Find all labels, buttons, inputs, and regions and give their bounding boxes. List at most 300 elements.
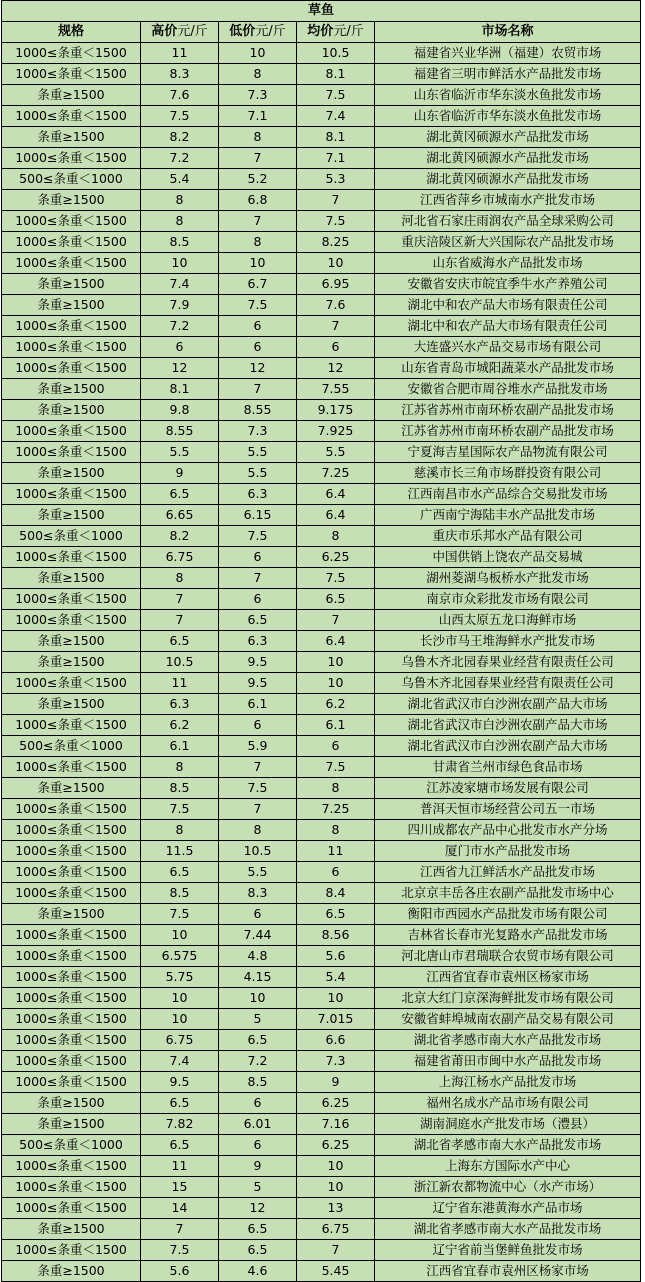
table-row [2, 1177, 641, 1198]
avg-price-cell: 7.5 [297, 85, 375, 106]
avg-price-cell: 7.1 [297, 148, 375, 169]
market-cell: 山东省威海水产品批发市场 [375, 253, 641, 274]
market-cell: 湖北黄冈硕源水产品批发市场 [375, 127, 641, 148]
high-price-cell: 6.5 [141, 631, 219, 652]
high-price-cell: 6.5 [141, 484, 219, 505]
low-price-cell: 6.5 [219, 1219, 297, 1240]
table-row [2, 505, 641, 526]
table-row [2, 1240, 641, 1261]
market-cell: 长沙市马王堆海鲜水产批发市场 [375, 631, 641, 652]
spec-cell: 1000≤条重＜1500 [2, 946, 141, 967]
market-cell: 江苏省苏州市南环桥农副产品批发市场 [375, 421, 641, 442]
market-cell: 普洱天恒市场经营公司五一市场 [375, 799, 641, 820]
high-price-cell: 6.2 [141, 715, 219, 736]
avg-price-cell: 7.55 [297, 379, 375, 400]
high-price-cell: 6.3 [141, 694, 219, 715]
spec-cell: 1000≤条重＜1500 [2, 715, 141, 736]
avg-price-cell: 11 [297, 841, 375, 862]
market-cell: 湖北黄冈硕源水产品批发市场 [375, 169, 641, 190]
high-price-cell: 9 [141, 463, 219, 484]
spec-cell: 1000≤条重＜1500 [2, 988, 141, 1009]
market-cell: 江西省九江鲜活水产品批发市场 [375, 862, 641, 883]
low-price-cell: 6 [219, 1135, 297, 1156]
low-price-cell: 7 [219, 379, 297, 400]
spec-cell: 1000≤条重＜1500 [2, 925, 141, 946]
avg-price-cell: 7.925 [297, 421, 375, 442]
table-row [2, 43, 641, 64]
avg-price-cell: 6.25 [297, 1135, 375, 1156]
market-cell: 山东省青岛市城阳蔬菜水产品批发市场 [375, 358, 641, 379]
low-price-cell: 7.5 [219, 295, 297, 316]
market-cell: 安徽省安庆市皖宜季牛水产养殖公司 [375, 274, 641, 295]
avg-price-cell: 8.1 [297, 64, 375, 85]
header-spec: 规格 [2, 22, 141, 43]
table-title-row [2, 1, 641, 22]
spec-cell: 1000≤条重＜1500 [2, 232, 141, 253]
low-price-cell: 8 [219, 232, 297, 253]
avg-price-cell: 6.25 [297, 547, 375, 568]
market-cell: 河北唐山市君瑞联合农贸市场有限公司 [375, 946, 641, 967]
spec-cell: 1000≤条重＜1500 [2, 1177, 141, 1198]
high-price-cell: 8.1 [141, 379, 219, 400]
low-price-cell: 8 [219, 820, 297, 841]
high-price-cell: 7.4 [141, 1051, 219, 1072]
spec-cell: 条重≥1500 [2, 1261, 141, 1282]
spec-cell: 1000≤条重＜1500 [2, 253, 141, 274]
high-price-cell: 10 [141, 253, 219, 274]
spec-cell: 条重≥1500 [2, 85, 141, 106]
table-row [2, 568, 641, 589]
high-price-cell: 9.5 [141, 1072, 219, 1093]
spec-cell: 1000≤条重＜1500 [2, 757, 141, 778]
market-cell: 湖北省孝感市南大水产品批发市场 [375, 1030, 641, 1051]
spec-cell: 条重≥1500 [2, 295, 141, 316]
high-price-cell: 8 [141, 568, 219, 589]
spec-cell: 条重≥1500 [2, 652, 141, 673]
market-cell: 宁夏海吉星国际农产品物流有限公司 [375, 442, 641, 463]
low-price-cell: 5 [219, 1177, 297, 1198]
avg-price-cell: 9 [297, 1072, 375, 1093]
table-row [2, 925, 641, 946]
high-price-cell: 5.4 [141, 169, 219, 190]
market-cell: 北京京丰岳各庄农副产品批发市场中心 [375, 883, 641, 904]
table-row [2, 904, 641, 925]
avg-price-cell: 10.5 [297, 43, 375, 64]
market-cell: 安徽省蚌埠城南农副产品交易有限公司 [375, 1009, 641, 1030]
market-cell: 湖北省孝感市南大水产品批发市场 [375, 1219, 641, 1240]
table-row [2, 358, 641, 379]
market-cell: 乌鲁木齐北园春果业经营有限责任公司 [375, 673, 641, 694]
avg-price-cell: 6 [297, 736, 375, 757]
table-row [2, 715, 641, 736]
high-price-cell: 8.5 [141, 778, 219, 799]
low-price-cell: 7.3 [219, 421, 297, 442]
market-cell: 湖北中和农产品大市场有限责任公司 [375, 295, 641, 316]
avg-price-cell: 6.2 [297, 694, 375, 715]
spec-cell: 1000≤条重＜1500 [2, 358, 141, 379]
low-price-cell: 6.8 [219, 190, 297, 211]
market-cell: 厦门市水产品批发市场 [375, 841, 641, 862]
avg-price-cell: 10 [297, 652, 375, 673]
avg-price-cell: 7.25 [297, 799, 375, 820]
high-price-cell: 5.6 [141, 1261, 219, 1282]
spec-cell: 条重≥1500 [2, 1219, 141, 1240]
high-price-cell: 10 [141, 925, 219, 946]
market-cell: 乌鲁木齐北园春果业经营有限责任公司 [375, 652, 641, 673]
high-price-cell: 6.5 [141, 1093, 219, 1114]
market-cell: 湖北省武汉市白沙洲农副产品大市场 [375, 736, 641, 757]
table-row [2, 1093, 641, 1114]
high-price-cell: 7.5 [141, 1240, 219, 1261]
table-row [2, 862, 641, 883]
low-price-cell: 6 [219, 904, 297, 925]
avg-price-cell: 10 [297, 988, 375, 1009]
low-price-cell: 9.5 [219, 652, 297, 673]
high-price-cell: 10 [141, 988, 219, 1009]
market-cell: 湖北黄冈硕源水产品批发市场 [375, 148, 641, 169]
avg-price-cell: 5.5 [297, 442, 375, 463]
high-price-cell: 7 [141, 1219, 219, 1240]
high-price-cell: 8.5 [141, 232, 219, 253]
avg-price-cell: 6.75 [297, 1219, 375, 1240]
spec-cell: 1000≤条重＜1500 [2, 589, 141, 610]
avg-price-cell: 9.175 [297, 400, 375, 421]
low-price-cell: 6 [219, 337, 297, 358]
market-cell: 衡阳市西园水产品批发市场有限公司 [375, 904, 641, 925]
high-price-cell: 11 [141, 1156, 219, 1177]
high-price-cell: 6.75 [141, 1030, 219, 1051]
spec-cell: 1000≤条重＜1500 [2, 673, 141, 694]
low-price-cell: 7.3 [219, 85, 297, 106]
spec-cell: 1000≤条重＜1500 [2, 1009, 141, 1030]
high-price-cell: 7.82 [141, 1114, 219, 1135]
table-row [2, 526, 641, 547]
avg-price-cell: 6.6 [297, 1030, 375, 1051]
low-price-cell: 5.5 [219, 442, 297, 463]
high-price-cell: 8.2 [141, 127, 219, 148]
high-price-cell: 8 [141, 190, 219, 211]
market-cell: 北京大红门京深海鲜批发市场有限公司 [375, 988, 641, 1009]
table-row [2, 946, 641, 967]
high-price-cell: 6.5 [141, 1135, 219, 1156]
spec-cell: 500≤条重＜1000 [2, 736, 141, 757]
avg-price-cell: 10 [297, 1156, 375, 1177]
avg-price-cell: 6.5 [297, 589, 375, 610]
spec-cell: 1000≤条重＜1500 [2, 967, 141, 988]
spec-cell: 1000≤条重＜1500 [2, 484, 141, 505]
high-price-cell: 5.5 [141, 442, 219, 463]
spec-cell: 条重≥1500 [2, 694, 141, 715]
market-cell: 福建省兴业华洲（福建）农贸市场 [375, 43, 641, 64]
high-price-cell: 7.9 [141, 295, 219, 316]
high-price-cell: 8.3 [141, 64, 219, 85]
table-row [2, 421, 641, 442]
table-row [2, 1135, 641, 1156]
table-row [2, 757, 641, 778]
header-row [2, 22, 641, 43]
avg-price-cell: 6.4 [297, 484, 375, 505]
market-cell: 福建省莆田市闽中水产品批发市场 [375, 1051, 641, 1072]
high-price-cell: 7.4 [141, 274, 219, 295]
avg-price-cell: 7.3 [297, 1051, 375, 1072]
spec-cell: 1000≤条重＜1500 [2, 421, 141, 442]
avg-price-cell: 8.25 [297, 232, 375, 253]
low-price-cell: 9 [219, 1156, 297, 1177]
low-price-cell: 6 [219, 316, 297, 337]
spec-cell: 1000≤条重＜1500 [2, 211, 141, 232]
table-row [2, 253, 641, 274]
spec-cell: 1000≤条重＜1500 [2, 148, 141, 169]
avg-price-cell: 5.45 [297, 1261, 375, 1282]
table-row [2, 169, 641, 190]
table-row [2, 232, 641, 253]
header-market: 市场名称 [375, 22, 641, 43]
avg-price-cell: 6.4 [297, 631, 375, 652]
spec-cell: 条重≥1500 [2, 379, 141, 400]
low-price-cell: 6.7 [219, 274, 297, 295]
spec-cell: 1000≤条重＜1500 [2, 820, 141, 841]
avg-price-cell: 7.6 [297, 295, 375, 316]
market-cell: 重庆涪陵区新大兴国际农产品批发市场 [375, 232, 641, 253]
table-row [2, 274, 641, 295]
market-cell: 湖北省武汉市白沙洲农副产品大市场 [375, 715, 641, 736]
high-price-cell: 6.65 [141, 505, 219, 526]
high-price-cell: 7.2 [141, 316, 219, 337]
spec-cell: 条重≥1500 [2, 904, 141, 925]
low-price-cell: 10 [219, 253, 297, 274]
avg-price-cell: 7.4 [297, 106, 375, 127]
high-price-cell: 14 [141, 1198, 219, 1219]
high-price-cell: 7.6 [141, 85, 219, 106]
market-cell: 山东省临沂市华东淡水鱼批发市场 [375, 85, 641, 106]
spec-cell: 1000≤条重＜1500 [2, 337, 141, 358]
market-cell: 福建省三明市鲜活水产品批发市场 [375, 64, 641, 85]
table-row [2, 337, 641, 358]
avg-price-cell: 6.1 [297, 715, 375, 736]
market-cell: 福州名成水产品市场有限公司 [375, 1093, 641, 1114]
spec-cell: 1000≤条重＜1500 [2, 610, 141, 631]
market-cell: 江苏凌家塘市场发展有限公司 [375, 778, 641, 799]
market-cell: 四川成都农产品中心批发市水产分场 [375, 820, 641, 841]
high-price-cell: 8 [141, 757, 219, 778]
low-price-cell: 10.5 [219, 841, 297, 862]
avg-price-cell: 10 [297, 1177, 375, 1198]
avg-price-cell: 7.5 [297, 211, 375, 232]
low-price-cell: 4.6 [219, 1261, 297, 1282]
table-row [2, 127, 641, 148]
market-cell: 河北省石家庄雨润农产品全球采购公司 [375, 211, 641, 232]
table-row [2, 547, 641, 568]
low-price-cell: 6.01 [219, 1114, 297, 1135]
high-price-cell: 8.55 [141, 421, 219, 442]
avg-price-cell: 7.16 [297, 1114, 375, 1135]
table-row [2, 841, 641, 862]
table-row [2, 442, 641, 463]
table-row [2, 610, 641, 631]
high-price-cell: 8.5 [141, 883, 219, 904]
table-row [2, 967, 641, 988]
table-row [2, 1261, 641, 1282]
low-price-cell: 6.3 [219, 631, 297, 652]
high-price-cell: 7 [141, 589, 219, 610]
table-row [2, 799, 641, 820]
market-cell: 中国供销上饶农产品交易城 [375, 547, 641, 568]
spec-cell: 1000≤条重＜1500 [2, 316, 141, 337]
table-row [2, 652, 641, 673]
low-price-cell: 7 [219, 799, 297, 820]
high-price-cell: 15 [141, 1177, 219, 1198]
high-price-cell: 7 [141, 610, 219, 631]
market-cell: 湖州菱湖乌板桥水产批发市场 [375, 568, 641, 589]
table-row [2, 463, 641, 484]
spec-cell: 1000≤条重＜1500 [2, 1198, 141, 1219]
avg-price-cell: 7 [297, 190, 375, 211]
low-price-cell: 7.44 [219, 925, 297, 946]
market-cell: 辽宁省前当堡鲜鱼批发市场 [375, 1240, 641, 1261]
table-row [2, 778, 641, 799]
spec-cell: 1000≤条重＜1500 [2, 1240, 141, 1261]
market-cell: 吉林省长春市光复路水产品批发市场 [375, 925, 641, 946]
high-price-cell: 8.2 [141, 526, 219, 547]
spec-cell: 条重≥1500 [2, 127, 141, 148]
market-cell: 江西省萍乡市城南水产批发市场 [375, 190, 641, 211]
avg-price-cell: 8.56 [297, 925, 375, 946]
market-cell: 江西南昌市水产品综合交易批发市场 [375, 484, 641, 505]
market-cell: 安徽省合肥市周谷堆水产品批发市场 [375, 379, 641, 400]
market-cell: 山西太原五龙口海鲜市场 [375, 610, 641, 631]
market-cell: 广西南宁海陆丰水产品批发市场 [375, 505, 641, 526]
avg-price-cell: 8 [297, 526, 375, 547]
spec-cell: 1000≤条重＜1500 [2, 64, 141, 85]
spec-cell: 条重≥1500 [2, 400, 141, 421]
table-row [2, 1072, 641, 1093]
spec-cell: 条重≥1500 [2, 274, 141, 295]
low-price-cell: 6.3 [219, 484, 297, 505]
market-cell: 慈溪市长三角市场群投资有限公司 [375, 463, 641, 484]
table-row [2, 820, 641, 841]
table-row [2, 190, 641, 211]
market-cell: 湖北省孝感市南大水产品批发市场 [375, 1135, 641, 1156]
high-price-cell: 11 [141, 673, 219, 694]
spec-cell: 500≤条重＜1000 [2, 1135, 141, 1156]
table-row [2, 1219, 641, 1240]
low-price-cell: 6.15 [219, 505, 297, 526]
table-row [2, 106, 641, 127]
low-price-cell: 5.5 [219, 862, 297, 883]
low-price-cell: 6.5 [219, 1240, 297, 1261]
low-price-cell: 12 [219, 1198, 297, 1219]
avg-price-cell: 10 [297, 673, 375, 694]
avg-price-cell: 6 [297, 337, 375, 358]
market-cell: 上海东方国际水产中心 [375, 1156, 641, 1177]
avg-price-cell: 6.5 [297, 904, 375, 925]
high-price-cell: 6.575 [141, 946, 219, 967]
spec-cell: 1000≤条重＜1500 [2, 883, 141, 904]
avg-price-cell: 7 [297, 1240, 375, 1261]
table-row [2, 1198, 641, 1219]
table-row [2, 883, 641, 904]
high-price-cell: 6.5 [141, 862, 219, 883]
spec-cell: 1000≤条重＜1500 [2, 1072, 141, 1093]
market-cell: 南京市众彩批发市场有限公司 [375, 589, 641, 610]
spec-cell: 条重≥1500 [2, 190, 141, 211]
low-price-cell: 5 [219, 1009, 297, 1030]
low-price-cell: 6.5 [219, 1030, 297, 1051]
low-price-cell: 6.5 [219, 610, 297, 631]
avg-price-cell: 6.4 [297, 505, 375, 526]
high-price-cell: 8 [141, 211, 219, 232]
market-cell: 甘肃省兰州市绿色食品市场 [375, 757, 641, 778]
low-price-cell: 8.3 [219, 883, 297, 904]
spec-cell: 1000≤条重＜1500 [2, 799, 141, 820]
high-price-cell: 9.8 [141, 400, 219, 421]
avg-price-cell: 10 [297, 253, 375, 274]
table-row [2, 295, 641, 316]
avg-price-cell: 7.015 [297, 1009, 375, 1030]
high-price-cell: 7.5 [141, 799, 219, 820]
header-low: 低价元/斤 [219, 22, 297, 43]
spec-cell: 条重≥1500 [2, 1093, 141, 1114]
spec-cell: 1000≤条重＜1500 [2, 547, 141, 568]
market-cell: 上海江杨水产品批发市场 [375, 1072, 641, 1093]
low-price-cell: 8 [219, 127, 297, 148]
low-price-cell: 9.5 [219, 673, 297, 694]
low-price-cell: 7.5 [219, 526, 297, 547]
market-cell: 江西省宜春市袁州区杨家市场 [375, 967, 641, 988]
low-price-cell: 6 [219, 589, 297, 610]
spec-cell: 条重≥1500 [2, 568, 141, 589]
table-row [2, 148, 641, 169]
avg-price-cell: 7.25 [297, 463, 375, 484]
header-avg: 均价元/斤 [297, 22, 375, 43]
low-price-cell: 7 [219, 148, 297, 169]
market-cell: 浙江新农都物流中心（水产市场） [375, 1177, 641, 1198]
high-price-cell: 6 [141, 337, 219, 358]
low-price-cell: 7 [219, 757, 297, 778]
spec-cell: 条重≥1500 [2, 778, 141, 799]
low-price-cell: 4.8 [219, 946, 297, 967]
table-row [2, 379, 641, 400]
spec-cell: 条重≥1500 [2, 631, 141, 652]
table-row [2, 484, 641, 505]
table-row [2, 1030, 641, 1051]
low-price-cell: 6 [219, 547, 297, 568]
spec-cell: 500≤条重＜1000 [2, 169, 141, 190]
table-row [2, 1009, 641, 1030]
avg-price-cell: 6.95 [297, 274, 375, 295]
low-price-cell: 8 [219, 64, 297, 85]
avg-price-cell: 6.25 [297, 1093, 375, 1114]
avg-price-cell: 13 [297, 1198, 375, 1219]
spec-cell: 500≤条重＜1000 [2, 526, 141, 547]
table-row [2, 736, 641, 757]
spec-cell: 条重≥1500 [2, 505, 141, 526]
market-cell: 江苏省苏州市南环桥农副产品批发市场 [375, 400, 641, 421]
table-row [2, 631, 641, 652]
low-price-cell: 7 [219, 568, 297, 589]
low-price-cell: 6 [219, 715, 297, 736]
spec-cell: 1000≤条重＜1500 [2, 442, 141, 463]
low-price-cell: 7.1 [219, 106, 297, 127]
market-cell: 辽宁省东港黄海水产品市场 [375, 1198, 641, 1219]
table-row [2, 400, 641, 421]
low-price-cell: 7.2 [219, 1051, 297, 1072]
high-price-cell: 7.5 [141, 904, 219, 925]
avg-price-cell: 8 [297, 820, 375, 841]
spec-cell: 条重≥1500 [2, 1114, 141, 1135]
high-price-cell: 6.1 [141, 736, 219, 757]
avg-price-cell: 7.5 [297, 568, 375, 589]
